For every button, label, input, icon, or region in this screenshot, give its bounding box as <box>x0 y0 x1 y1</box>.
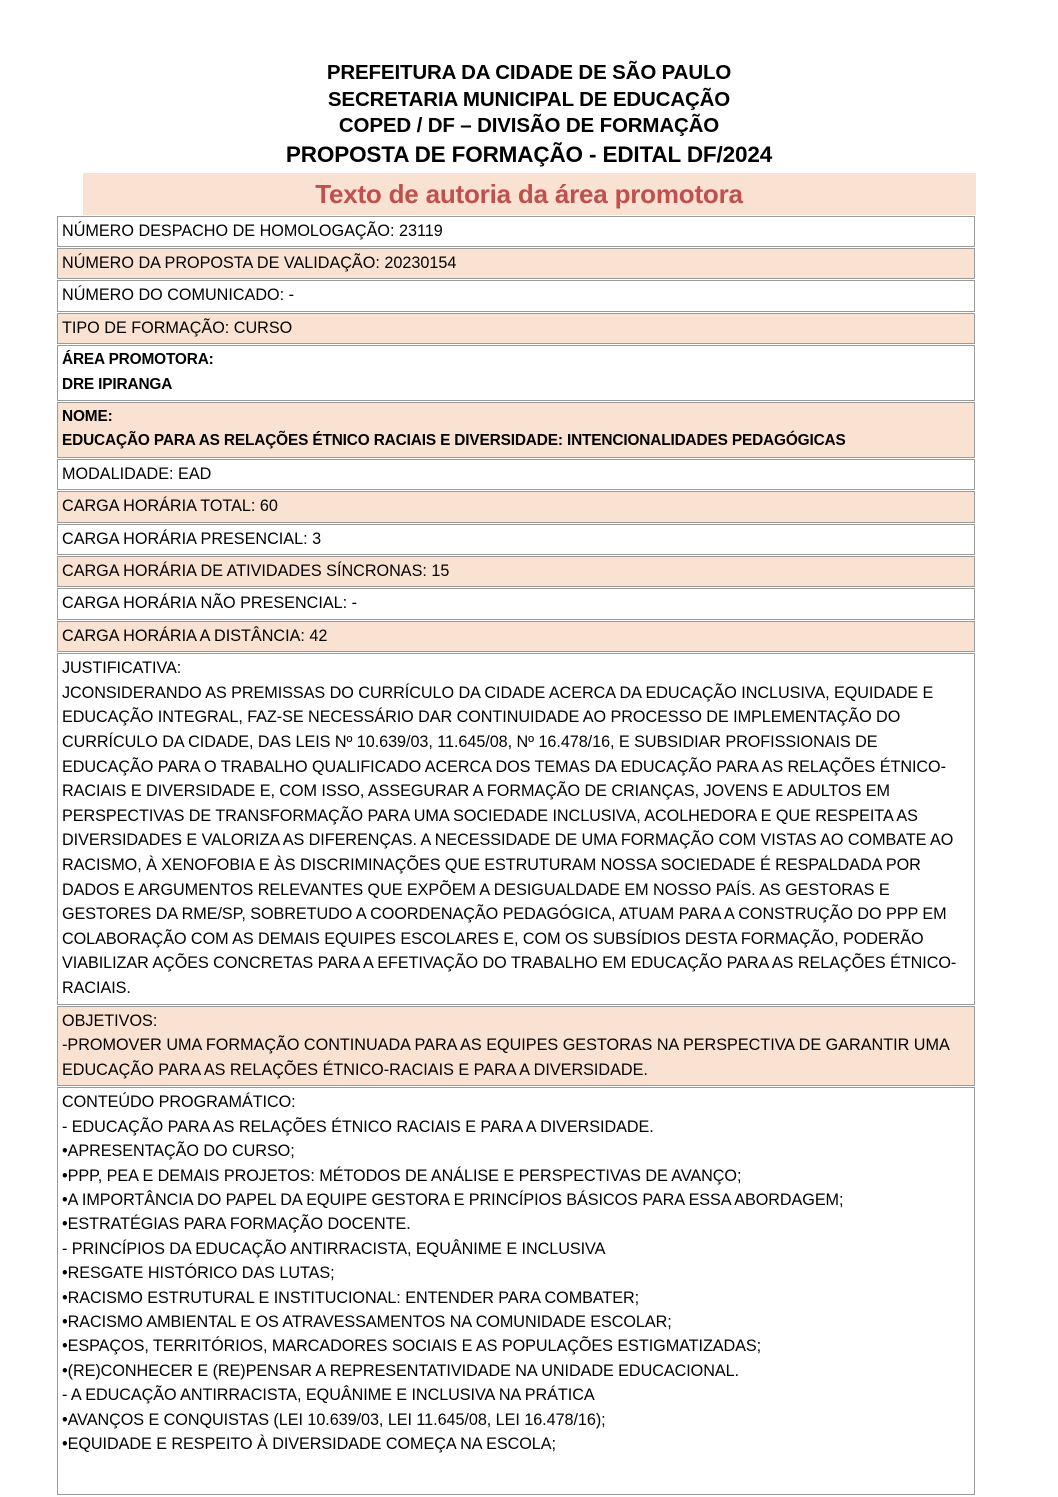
justificativa-line: RACISMO, À XENOFOBIA E ÀS DISCRIMINAÇÕES QUE ESTRUTURAM NOSSA SOCIEDADE É RESPALDADA POR <box>62 855 921 874</box>
proposal-table <box>57 216 975 1496</box>
row-numero-comunicado-text: NÚMERO DO COMUNICADO: - <box>62 286 295 305</box>
conteudo-line: •ESPAÇOS, TERRITÓRIOS, MARCADORES SOCIAIS E AS POPULAÇÕES ESTIGMATIZADAS; <box>62 1337 762 1356</box>
row-numero-proposta <box>57 248 975 279</box>
header-line-secretaria: SECRETARIA MUNICIPAL DE EDUCAÇÃO <box>327 87 731 111</box>
conteudo-line: •AVANÇOS E CONQUISTAS (LEI 10.639/03, LEI 11.645/08, LEI 16.478/16); <box>62 1410 606 1429</box>
justificativa-label: JUSTIFICATIVA: <box>62 659 182 678</box>
row-carga-horaria-distancia-text: CARGA HORÁRIA A DISTÂNCIA: 42 <box>62 626 328 645</box>
row-numero-comunicado <box>57 280 975 311</box>
area-promotora-label: ÁREA PROMOTORA: <box>62 351 214 369</box>
objetivos-label: OBJETIVOS: <box>62 1011 158 1030</box>
row-numero-despacho <box>57 216 975 247</box>
header-line-coped: COPED / DF – DIVISÃO DE FORMAÇÃO <box>338 114 720 137</box>
nome-label: NOME: <box>62 407 113 425</box>
row-tipo-formacao-text: TIPO DE FORMAÇÃO: CURSO <box>62 318 293 337</box>
row-carga-horaria-nao-presencial <box>57 588 975 619</box>
justificativa-line: EDUCAÇÃO PARA O TRABALHO QUALIFICADO ACERCA DOS TEMAS DA EDUCAÇÃO PARA AS RELAÇÕES ÉTNICO- <box>62 757 946 776</box>
conteudo-line: •EQUIDADE E RESPEITO À DIVERSIDADE COMEÇA NA ESCOLA; <box>62 1434 556 1453</box>
row-modalidade <box>57 459 975 490</box>
row-numero-despacho-text: NÚMERO DESPACHO DE HOMOLOGAÇÃO: 23119 <box>62 221 443 240</box>
justificativa-line: GESTORES DA RME/SP, SOBRETUDO A COORDENAÇÃO PEDAGÓGICA, ATUAM PARA A CONSTRUÇÃO DO PPP EM <box>62 905 947 924</box>
objetivos-line: EDUCAÇÃO PARA AS RELAÇÕES ÉTNICO-RACIAIS E PARA A DIVERSIDADE. <box>62 1060 648 1079</box>
conteudo-line: •A IMPORTÂNCIA DO PAPEL DA EQUIPE GESTORA E PRINCÍPIOS BÁSICOS PARA ESSA ABORDAGEM; <box>62 1190 844 1209</box>
header-line-prefeitura: PREFEITURA DA CIDADE DE SÃO PAULO <box>326 61 732 84</box>
justificativa-line: RACIAIS. <box>62 978 131 997</box>
conteudo-line: •(RE)CONHECER E (RE)PENSAR A REPRESENTATIVIDADE NA UNIDADE EDUCACIONAL. <box>62 1361 740 1380</box>
row-tipo-formacao <box>57 313 975 344</box>
document-header <box>0 0 1058 170</box>
authorship-banner-text: Texto de autoria da área promotora <box>315 178 743 209</box>
row-objetivos <box>57 1006 975 1087</box>
objetivos-line: -PROMOVER UMA FORMAÇÃO CONTINUADA PARA AS EQUIPES GESTORAS NA PERSPECTIVA DE GARANTIR UMA <box>62 1036 950 1055</box>
row-carga-horaria-distancia <box>57 621 975 652</box>
row-justificativa <box>57 653 975 1004</box>
row-carga-horaria-total-text: CARGA HORÁRIA TOTAL: 60 <box>62 497 278 516</box>
area-promotora-value: DRE IPIRANGA <box>62 375 173 393</box>
authorship-banner <box>83 173 976 215</box>
row-numero-proposta-text: NÚMERO DA PROPOSTA DE VALIDAÇÃO: 20230154 <box>62 253 457 272</box>
conteudo-line: - A EDUCAÇÃO ANTIRRACISTA, EQUÂNIME E INCLUSIVA NA PRÁTICA <box>62 1386 595 1405</box>
justificativa-line: COLABORAÇÃO COM AS DEMAIS EQUIPES ESCOLARES E, COM OS SUBSÍDIOS DESTA FORMAÇÃO, PODERÃO <box>62 929 924 948</box>
row-carga-horaria-presencial-text: CARGA HORÁRIA PRESENCIAL: 3 <box>62 529 322 548</box>
conteudo-line: - EDUCAÇÃO PARA AS RELAÇÕES ÉTNICO RACIAIS E PARA A DIVERSIDADE. <box>62 1117 654 1136</box>
row-modalidade-text: MODALIDADE: EAD <box>62 464 212 483</box>
conteudo-line: •RESGATE HISTÓRICO DAS LUTAS; <box>62 1264 335 1283</box>
conteudo-line: - PRINCÍPIOS DA EDUCAÇÃO ANTIRRACISTA, EQUÂNIME E INCLUSIVA <box>62 1239 606 1258</box>
row-carga-horaria-nao-presencial-text: CARGA HORÁRIA NÃO PRESENCIAL: - <box>62 594 358 613</box>
conteudo-line: •ESTRATÉGIAS PARA FORMAÇÃO DOCENTE. <box>62 1215 411 1234</box>
conteudo-line: •RACISMO ESTRUTURAL E INSTITUCIONAL: ENTENDER PARA COMBATER; <box>62 1288 640 1307</box>
justificativa-line: RACIAIS E DIVERSIDADE E, COM ISSO, ASSEGURAR A FORMAÇÃO DE CRIANÇAS, JOVENS E ADULTOS EM <box>62 782 890 801</box>
justificativa-line: JCONSIDERANDO AS PREMISSAS DO CURRÍCULO DA CIDADE ACERCA DA EDUCAÇÃO INCLUSIVA, EQUIDADE E <box>62 683 934 702</box>
justificativa-line: DADOS E ARGUMENTOS RELEVANTES QUE EXPÕEM A DESIGUALDADE EM NOSSO PAÍS. AS GESTORAS E <box>62 880 890 899</box>
row-carga-horaria-sincronas-text: CARGA HORÁRIA DE ATIVIDADES SÍNCRONAS: 15 <box>62 561 450 580</box>
row-carga-horaria-sincronas <box>57 556 975 587</box>
row-conteudo-programatico <box>57 1087 975 1495</box>
row-carga-horaria-presencial <box>57 524 975 555</box>
conteudo-line: •RACISMO AMBIENTAL E OS ATRAVESSAMENTOS NA COMUNIDADE ESCOLAR; <box>62 1312 672 1331</box>
header-line-proposta: PROPOSTA DE FORMAÇÃO - EDITAL DF/2024 <box>285 141 773 167</box>
conteudo-line: •APRESENTAÇÃO DO CURSO; <box>62 1142 295 1161</box>
row-nome <box>57 402 975 458</box>
row-area-promotora <box>57 345 975 401</box>
justificativa-line: CURRÍCULO DA CIDADE, DAS LEIS Nº 10.639/03, 11.645/08, Nº 16.478/16, E SUBSIDIAR PROFISSIONAIS DE <box>62 732 878 751</box>
justificativa-line: PERSPECTIVAS DE TRANSFORMAÇÃO PARA UMA SOCIEDADE INCLUSIVA, ACOLHEDORA E QUE RESPEITA AS <box>62 806 918 825</box>
justificativa-line: EDUCAÇÃO INTEGRAL, FAZ-SE NECESSÁRIO DAR CONTINUIDADE AO PROCESSO DE IMPLEMENTAÇÃO DO <box>62 708 901 727</box>
row-carga-horaria-total <box>57 491 975 522</box>
justificativa-line: VIABILIZAR AÇÕES CONCRETAS PARA A EFETIVAÇÃO DO TRABALHO EM EDUCAÇÃO PARA AS RELAÇÕES ÉTNICO- <box>62 954 957 973</box>
nome-value: EDUCAÇÃO PARA AS RELAÇÕES ÉTNICO RACIAIS E DIVERSIDADE: INTENCIONALIDADES PEDAGÓGICAS <box>62 432 846 450</box>
conteudo-line: •PPP, PEA E DEMAIS PROJETOS: MÉTODOS DE ANÁLISE E PERSPECTIVAS DE AVANÇO; <box>62 1166 742 1185</box>
justificativa-line: DIVERSIDADES E VALORIZA AS DIFERENÇAS. A NECESSIDADE DE UMA FORMAÇÃO COM VISTAS AO COMBATE AO <box>62 831 954 850</box>
conteudo-label: CONTEÚDO PROGRAMÁTICO: <box>62 1093 296 1112</box>
